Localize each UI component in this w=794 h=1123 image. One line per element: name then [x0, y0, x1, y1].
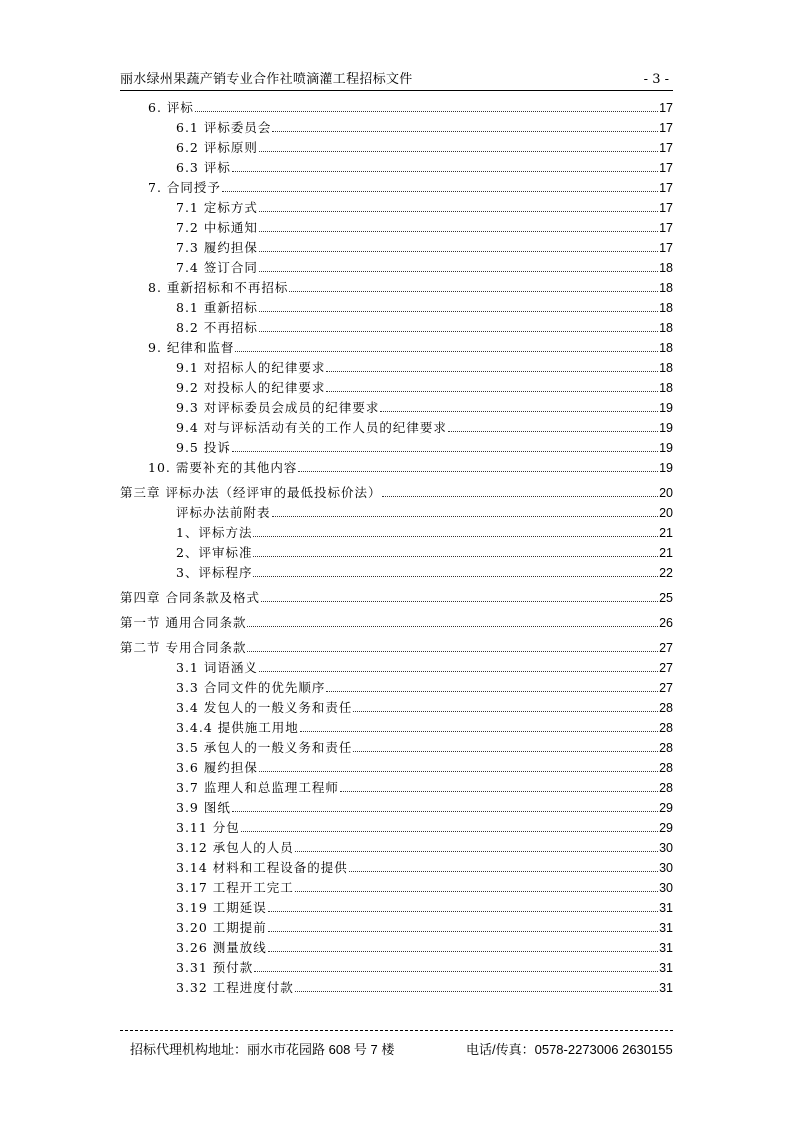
toc-entry[interactable]	[120, 858, 673, 876]
toc-leader-dots	[272, 515, 659, 517]
toc-entry-page: 29	[659, 801, 673, 815]
toc-entry-label: 3.14 材料和工程设备的提供	[176, 860, 348, 875]
toc-entry-page: 22	[659, 566, 673, 580]
toc-entry-label: 第三章 评标办法（经评审的最低投标价法）	[120, 485, 382, 500]
toc-leader-dots	[268, 950, 658, 952]
toc-leader-dots	[259, 250, 658, 252]
page-header	[120, 72, 673, 91]
toc-entry-label: 评标办法前附表	[176, 505, 271, 520]
toc-entry[interactable]	[120, 938, 673, 956]
toc-entry-page: 28	[659, 701, 673, 715]
toc-entry-label: 7.3 履约担保	[176, 240, 258, 255]
toc-entry[interactable]	[120, 318, 673, 336]
toc-entry[interactable]	[120, 503, 673, 521]
toc-entry-page: 30	[659, 861, 673, 875]
toc-entry-label: 3.19 工期延误	[176, 900, 267, 915]
toc-entry-page: 31	[659, 901, 673, 915]
toc-entry-label: 3、评标程序	[176, 565, 253, 580]
toc-entry-page: 28	[659, 721, 673, 735]
toc-entry-label: 3.7 监理人和总监理工程师	[176, 780, 339, 795]
toc-leader-dots	[259, 150, 658, 152]
toc-leader-dots	[259, 770, 658, 772]
document-title: 丽水绿州果蔬产销专业合作社喷滴灌工程招标文件	[120, 72, 413, 87]
toc-leader-dots	[295, 890, 658, 892]
toc-entry-page: 18	[659, 301, 673, 315]
toc-entry-label: 9.4 对与评标活动有关的工作人员的纪律要求	[176, 420, 447, 435]
toc-entry[interactable]	[120, 613, 673, 631]
toc-entry-label: 3.4.4 提供施工用地	[176, 720, 299, 735]
toc-entry-page: 18	[659, 361, 673, 375]
toc-entry[interactable]	[120, 588, 673, 606]
toc-entry-label: 10. 需要补充的其他内容	[148, 460, 298, 475]
toc-leader-dots	[253, 535, 658, 537]
toc-leader-dots	[259, 270, 658, 272]
toc-entry-label: 第四章 合同条款及格式	[120, 590, 260, 605]
toc-entry-label: 9.3 对评标委员会成员的纪律要求	[176, 400, 380, 415]
toc-entry-page: 31	[659, 941, 673, 955]
toc-leader-dots	[349, 870, 658, 872]
toc-entry-label: 9.1 对招标人的纪律要求	[176, 360, 326, 375]
toc-entry[interactable]	[120, 438, 673, 456]
toc-entry[interactable]	[120, 878, 673, 896]
toc-entry-label: 7.2 中标通知	[176, 220, 258, 235]
toc-entry[interactable]	[120, 178, 673, 196]
toc-entry-page: 17	[659, 161, 673, 175]
toc-entry-label: 3.6 履约担保	[176, 760, 258, 775]
toc-leader-dots	[326, 370, 658, 372]
toc-entry-page: 27	[659, 681, 673, 695]
toc-entry[interactable]	[120, 523, 673, 541]
toc-leader-dots	[298, 470, 658, 472]
toc-entry[interactable]	[120, 658, 673, 676]
toc-entry-page: 17	[659, 141, 673, 155]
toc-entry-label: 3.12 承包人的人员	[176, 840, 294, 855]
toc-leader-dots	[353, 710, 658, 712]
toc-entry[interactable]	[120, 638, 673, 656]
toc-entry[interactable]	[120, 458, 673, 476]
toc-entry-label: 8.1 重新招标	[176, 300, 258, 315]
toc-entry-page: 19	[659, 421, 673, 435]
toc-entry-label: 第二节 专用合同条款	[120, 640, 247, 655]
toc-entry[interactable]	[120, 838, 673, 856]
toc-entry-page: 31	[659, 921, 673, 935]
toc-leader-dots	[295, 990, 658, 992]
toc-leader-dots	[340, 790, 658, 792]
toc-entry-page: 17	[659, 101, 673, 115]
toc-entry-label: 9. 纪律和监督	[148, 340, 235, 355]
toc-leader-dots	[326, 690, 658, 692]
toc-entry[interactable]	[120, 978, 673, 996]
toc-entry[interactable]	[120, 818, 673, 836]
toc-entry-page: 28	[659, 741, 673, 755]
toc-entry-page: 17	[659, 221, 673, 235]
toc-entry-label: 6.2 评标原则	[176, 140, 258, 155]
toc-entry[interactable]	[120, 958, 673, 976]
toc-entry-label: 3.26 测量放线	[176, 940, 267, 955]
toc-entry-page: 18	[659, 281, 673, 295]
toc-entry[interactable]	[120, 158, 673, 176]
toc-entry-page: 19	[659, 441, 673, 455]
agency-phone: 电话/传真：0578-2273006 2630155	[466, 1042, 673, 1057]
toc-entry[interactable]	[120, 298, 673, 316]
toc-leader-dots	[268, 910, 658, 912]
toc-entry-page: 18	[659, 261, 673, 275]
toc-leader-dots	[448, 430, 658, 432]
toc-entry-label: 9.5 投诉	[176, 440, 231, 455]
toc-entry-page: 21	[659, 526, 673, 540]
toc-leader-dots	[353, 750, 658, 752]
toc-leader-dots	[272, 130, 658, 132]
toc-entry[interactable]	[120, 563, 673, 581]
toc-entry-label: 7. 合同授予	[148, 180, 221, 195]
toc-leader-dots	[261, 600, 658, 602]
toc-entry-label: 6. 评标	[148, 100, 194, 115]
toc-leader-dots	[222, 190, 658, 192]
toc-entry-label: 3.1 词语涵义	[176, 660, 258, 675]
toc-entry[interactable]	[120, 218, 673, 236]
toc-entry-label: 3.32 工程进度付款	[176, 980, 294, 995]
toc-entry[interactable]	[120, 138, 673, 156]
footer-divider	[120, 1030, 673, 1031]
toc-entry-page: 28	[659, 781, 673, 795]
toc-leader-dots	[289, 290, 658, 292]
toc-entry-page: 18	[659, 321, 673, 335]
toc-entry[interactable]	[120, 738, 673, 756]
toc-entry[interactable]	[120, 198, 673, 216]
page-number: - 3 -	[643, 72, 669, 87]
toc-entry-page: 19	[659, 401, 673, 415]
toc-leader-dots	[326, 390, 658, 392]
toc-entry-label: 8.2 不再招标	[176, 320, 258, 335]
toc-leader-dots	[253, 575, 658, 577]
toc-leader-dots	[259, 670, 658, 672]
toc-entry[interactable]	[120, 338, 673, 356]
toc-leader-dots	[295, 850, 658, 852]
toc-leader-dots	[259, 210, 658, 212]
toc-leader-dots	[232, 450, 658, 452]
toc-entry[interactable]	[120, 398, 673, 416]
toc-entry-label: 8. 重新招标和不再招标	[148, 280, 289, 295]
toc-leader-dots	[247, 650, 658, 652]
toc-entry-page: 27	[659, 661, 673, 675]
toc-entry[interactable]	[120, 543, 673, 561]
toc-entry-label: 3.5 承包人的一般义务和责任	[176, 740, 353, 755]
toc-entry-label: 7.1 定标方式	[176, 200, 258, 215]
toc-entry-label: 3.3 合同文件的优先顺序	[176, 680, 326, 695]
toc-entry-page: 21	[659, 546, 673, 560]
toc-entry[interactable]	[120, 698, 673, 716]
toc-entry[interactable]	[120, 918, 673, 936]
toc-leader-dots	[300, 730, 658, 732]
toc-entry[interactable]	[120, 238, 673, 256]
toc-leader-dots	[259, 310, 658, 312]
toc-entry-page: 17	[659, 181, 673, 195]
toc-entry-label: 3.31 预付款	[176, 960, 254, 975]
toc-entry[interactable]	[120, 258, 673, 276]
toc-leader-dots	[253, 555, 658, 557]
toc-leader-dots	[382, 495, 658, 497]
toc-entry-label: 9.2 对投标人的纪律要求	[176, 380, 326, 395]
toc-entry[interactable]	[120, 358, 673, 376]
page-footer	[120, 1042, 673, 1060]
toc-leader-dots	[195, 110, 658, 112]
toc-entry-label: 3.11 分包	[176, 820, 240, 835]
toc-entry[interactable]	[120, 418, 673, 436]
toc-entry-page: 18	[659, 381, 673, 395]
toc-leader-dots	[380, 410, 658, 412]
toc-entry-page: 27	[659, 641, 673, 655]
toc-entry-label: 2、评审标准	[176, 545, 253, 560]
toc-entry[interactable]	[120, 798, 673, 816]
toc-leader-dots	[254, 970, 658, 972]
toc-entry-page: 20	[659, 506, 673, 520]
agency-address: 招标代理机构地址：丽水市花园路 608 号 7 楼	[130, 1042, 395, 1057]
toc-leader-dots	[232, 170, 658, 172]
toc-entry-label: 6.3 评标	[176, 160, 231, 175]
toc-entry-label: 7.4 签订合同	[176, 260, 258, 275]
toc-entry-page: 31	[659, 961, 673, 975]
toc-entry[interactable]	[120, 483, 673, 501]
toc-entry-page: 25	[659, 591, 673, 605]
toc-entry-page: 26	[659, 616, 673, 630]
toc-leader-dots	[232, 810, 658, 812]
toc-entry[interactable]	[120, 98, 673, 116]
toc-entry-label: 第一节 通用合同条款	[120, 615, 247, 630]
toc-entry[interactable]	[120, 718, 673, 736]
toc-leader-dots	[247, 625, 658, 627]
toc-leader-dots	[235, 350, 658, 352]
toc-entry-page: 17	[659, 241, 673, 255]
toc-entry-label: 3.17 工程开工完工	[176, 880, 294, 895]
toc-entry[interactable]	[120, 898, 673, 916]
toc-entry[interactable]	[120, 678, 673, 696]
toc-entry-page: 18	[659, 341, 673, 355]
toc-entry[interactable]	[120, 278, 673, 296]
toc-entry[interactable]	[120, 778, 673, 796]
toc-entry-label: 3.20 工期提前	[176, 920, 267, 935]
toc-leader-dots	[259, 230, 658, 232]
toc-entry-page: 28	[659, 761, 673, 775]
toc-entry[interactable]	[120, 118, 673, 136]
toc-entry[interactable]	[120, 758, 673, 776]
toc-entry-page: 17	[659, 121, 673, 135]
toc-entry-page: 20	[659, 486, 673, 500]
toc-leader-dots	[268, 930, 658, 932]
toc-entry-page: 30	[659, 881, 673, 895]
toc-leader-dots	[241, 830, 658, 832]
toc-entry-page: 29	[659, 821, 673, 835]
toc-entry-page: 17	[659, 201, 673, 215]
toc-entry-page: 19	[659, 461, 673, 475]
toc-entry[interactable]	[120, 378, 673, 396]
toc-entry-label: 6.1 评标委员会	[176, 120, 272, 135]
toc-entry-page: 31	[659, 981, 673, 995]
toc-entry-label: 3.9 图纸	[176, 800, 231, 815]
toc-leader-dots	[259, 330, 658, 332]
toc-entry-page: 30	[659, 841, 673, 855]
toc-entry-label: 1、评标方法	[176, 525, 253, 540]
toc-entry-label: 3.4 发包人的一般义务和责任	[176, 700, 353, 715]
